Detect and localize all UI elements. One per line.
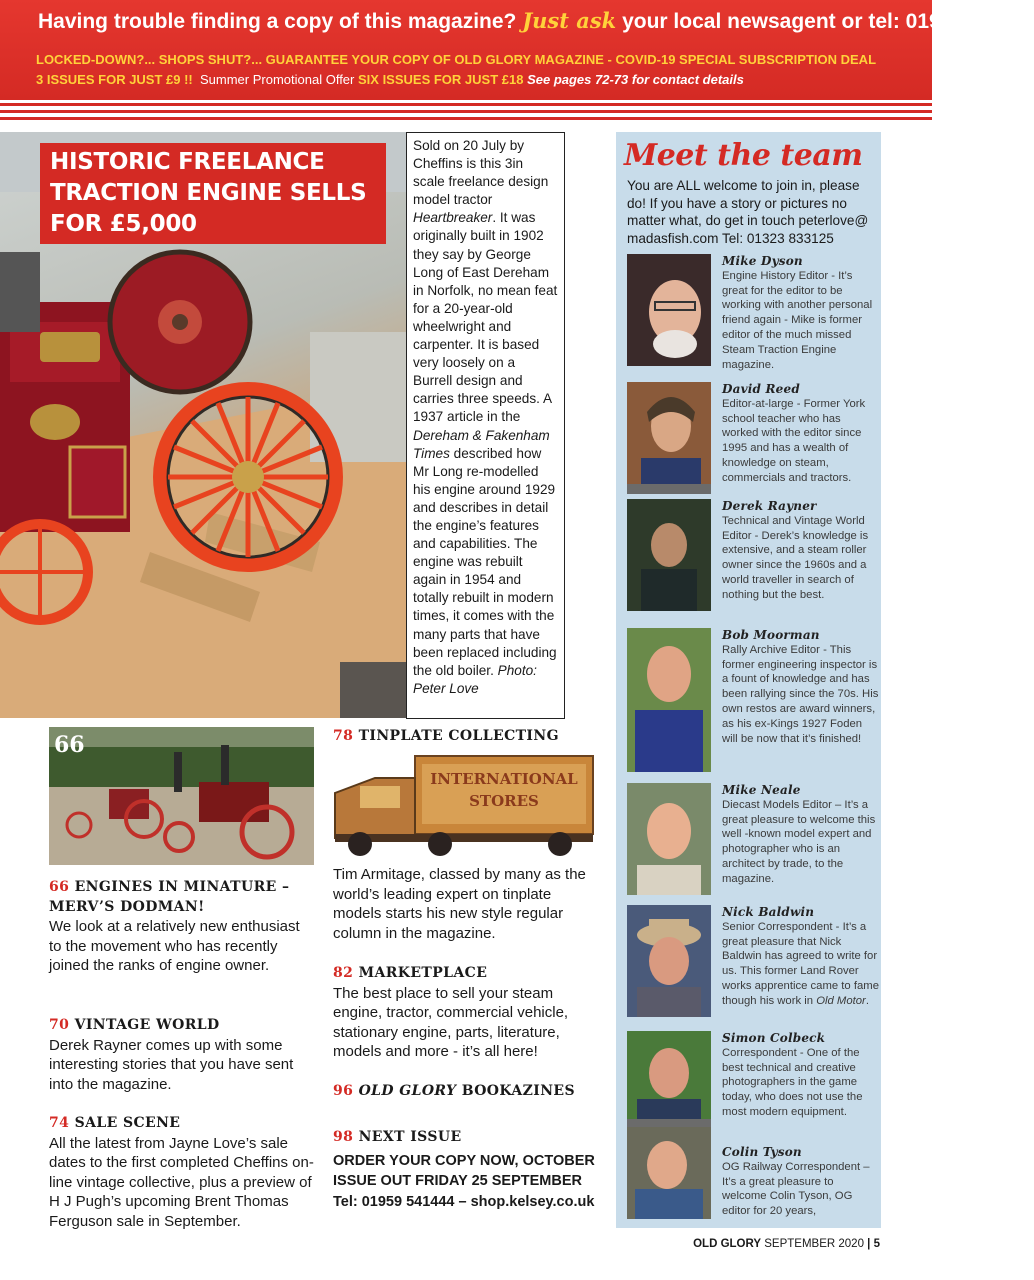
article-98 <box>333 1128 595 1212</box>
article-78-number: 78 <box>333 728 354 744</box>
article-66-heading <box>49 878 314 917</box>
article-98-number: 98 <box>333 1129 354 1145</box>
member-bio: Editor-at-large - Former York school teacher who has worked with the editor since 1995 and has a wealth of knowledge on steam, commercials and tractors. <box>722 397 866 484</box>
article-98-heading <box>333 1128 595 1148</box>
article-96-title: BOOKAZINES <box>461 1083 576 1099</box>
article-74-heading <box>49 1114 319 1134</box>
banner-headline-text: Having trouble finding a copy of this magazine? <box>38 10 517 33</box>
avatar <box>627 905 711 1017</box>
article-70-heading <box>49 1016 311 1036</box>
article-74-title: SALE SCENE <box>74 1115 181 1131</box>
member-name: Derek Rayner <box>722 499 817 513</box>
hero-headline: HISTORIC FREELANCE TRACTION ENGINE SELLS FOR £5,000 <box>40 143 386 244</box>
member-name: Mike Neale <box>722 783 801 797</box>
page-footer <box>693 1238 880 1250</box>
article-82-title: MARKETPLACE <box>358 965 488 981</box>
article-66-number: 66 <box>49 879 70 895</box>
member-bio: Diecast Models Editor – It’s a great pleasure to welcome this well -known model expert and photographer who is an architect by trade, to the magazine. <box>722 798 876 885</box>
caption-text-3: described how Mr Long re-modelled his engine around 1929 and describes in detail the engine’s features and capabilities. The engine was rebuilt again in 1954 and totally rebuilt in modern times, it comes with the many parts that have been replaced including the old boiler. <box>413 445 557 678</box>
lorry-sign-line2: STORES <box>469 792 539 810</box>
banner-headline <box>38 8 1034 34</box>
article-78-body: Tim Armitage, classed by many as the world’s leading expert on tinplate models starts his new style regular column in the magazine. <box>333 866 586 942</box>
member-name: Nick Baldwin <box>722 905 815 919</box>
article-96-number: 96 <box>333 1083 354 1099</box>
avatar <box>627 783 711 895</box>
tinplate-lorry-illustration <box>330 748 600 860</box>
article-82-body: The best place to sell your steam engine, tractor, commercial vehicle, stationary engine, parts, literature, models and more - it’s all here! <box>333 984 569 1061</box>
lorry-sign-line1: INTERNATIONAL <box>430 770 578 788</box>
caption-text-2: . It was originally built in 1902 they say by George Long of East Dereham in Norfolk, no mean feat for a 20-year-old wheelwright and carpenter. It is based very loosely on a Burrell design and carries three speeds. A 1937 article in the <box>413 210 558 425</box>
member-name: David Reed <box>722 382 800 396</box>
engines-thumb-number: 66 <box>54 732 85 758</box>
article-82 <box>333 964 598 1062</box>
article-78-title: TINPLATE COLLECTING <box>358 728 559 744</box>
hero-caption-box <box>406 132 565 719</box>
article-82-heading <box>333 964 598 984</box>
member-name: Colin Tyson <box>722 1145 802 1159</box>
article-74-body: All the latest from Jayne Love’s sale dates to the first completed Cheffins on-line vintage collective, plus a preview of H J Pugh’s upcoming Brent Thomas Ferguson sale in September. <box>49 1134 314 1230</box>
article-82-number: 82 <box>333 965 354 981</box>
article-74-number: 74 <box>49 1115 70 1131</box>
article-70-body: Derek Rayner comes up with some interesting stories that you have sent into the magazine. <box>49 1036 294 1093</box>
avatar <box>627 499 711 611</box>
offer-pages-ref: See pages 72-73 for contact details <box>527 72 744 87</box>
tinplate-lorry-photo <box>330 748 600 860</box>
footer-magazine: OLD GLORY <box>693 1238 762 1250</box>
article-98-title: NEXT ISSUE <box>358 1129 462 1145</box>
page-number: 5 <box>873 1238 880 1250</box>
offer-six-issues: SIX ISSUES FOR JUST £18 <box>358 72 524 87</box>
member-bio: OG Railway Correspondent – It’s a great pleasure to welcome Colin Tyson, OG editor for 20 years, <box>722 1160 870 1218</box>
article-96-heading <box>333 1082 603 1102</box>
avatar <box>627 382 711 494</box>
member-name: Bob Moorman <box>722 628 820 642</box>
member-bio: Technical and Vintage World Editor - Derek’s knowledge is extensive, and a steam roller owner since the 1960s and a world traveller in search of nothing but the best. <box>722 514 869 601</box>
member-bio: Correspondent - One of the best technical and creative photographers in the game today, who does not use the most modern equipment. <box>722 1046 863 1118</box>
team-intro: You are ALL welcome to join in, please do! If you have a story or pictures no matter what, do get in touch peterlove@ madasfish.com Tel: 01323 833125 <box>627 178 869 246</box>
member-bio: Engine History Editor - It’s great for the editor to be working with another personal friend again - Mike is former editor of the much missed Steam Traction Engine magazine. <box>722 269 873 371</box>
article-74 <box>49 1114 319 1232</box>
member-bio: Rally Archive Editor - This former engineering inspector is a fount of knowledge and has been rallying since the 70s. His own restos are award winners, as his ex-Kings 1927 Foden will be now that it’s finished! <box>722 643 879 745</box>
article-66-title: ENGINES IN MINATURE – MERV’S DODMAN! <box>49 879 290 915</box>
footer-separator: | <box>867 1238 871 1250</box>
article-78-heading-block <box>333 727 603 747</box>
article-70-title: VINTAGE WORLD <box>74 1017 220 1033</box>
avatar <box>627 1127 711 1219</box>
caption-text-1: Sold on 20 July by Cheffins is this 3in scale freelance design model tractor <box>413 138 549 208</box>
article-66 <box>49 878 314 976</box>
member-bio-italic: Old Motor <box>816 994 866 1007</box>
article-66-body: We look at a relatively new enthusiast to the movement who has recently joined the ranks of engine owner. <box>49 918 300 975</box>
article-78-heading <box>333 727 603 747</box>
article-96-title-italic: OLD GLORY <box>358 1083 457 1099</box>
promo-banner <box>0 0 1034 100</box>
banner-lockdown-line: LOCKED-DOWN?... SHOPS SHUT?... GUARANTEE YOUR COPY OF OLD GLORY MAGAZINE - COVID-19 SPECIAL SUBSCRIPTION DEAL <box>36 52 877 67</box>
banner-offer-line <box>36 72 744 87</box>
footer-issue: SEPTEMBER 2020 <box>764 1238 864 1250</box>
caption-newspaper: Dereham & Fakenham Times <box>413 427 550 461</box>
member-name: Mike Dyson <box>722 254 803 268</box>
banner-stripes <box>0 100 932 124</box>
avatar <box>627 628 711 740</box>
banner-phone-text: your local newsagent or tel: 01959541444 <box>622 10 1034 33</box>
engines-photo <box>49 727 314 865</box>
offer-three-issues: 3 ISSUES FOR JUST £9 !! <box>36 72 193 87</box>
avatar <box>627 254 711 366</box>
member-bio: Senior Correspondent - It’s a great pleasure that Nick Baldwin has agreed to write for us. This former Land Rover works apprentice came to fame though his work in Old Motor. <box>722 920 879 1007</box>
banner-just-ask: Just ask <box>522 8 617 33</box>
article-78 <box>333 865 603 943</box>
team-title: Meet the team <box>624 138 863 173</box>
article-70-number: 70 <box>49 1017 70 1033</box>
member-name: Simon Colbeck <box>722 1031 826 1045</box>
article-96 <box>333 1082 603 1102</box>
article-98-body: ORDER YOUR COPY NOW, OCTOBER ISSUE OUT FRIDAY 25 SEPTEMBER Tel: 01959 541444 – shop.kelsey.co.uk <box>333 1152 595 1210</box>
model-engines-illustration <box>49 727 314 865</box>
article-70 <box>49 1016 311 1094</box>
caption-heartbreaker: Heartbreaker <box>413 210 493 226</box>
caption-photo-credit: Photo: Peter Love <box>413 662 537 696</box>
offer-summer-label: Summer Promotional Offer <box>200 72 355 87</box>
